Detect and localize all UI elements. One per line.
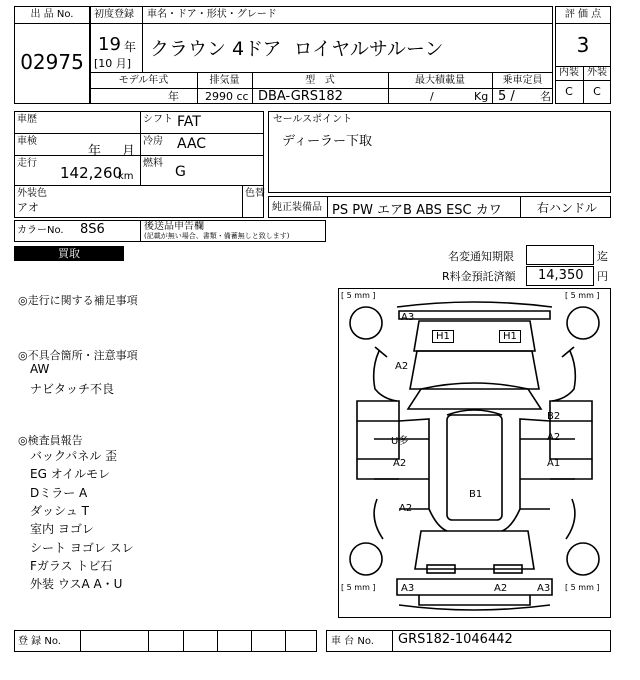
damage-mark: B1 <box>469 489 483 500</box>
details-box <box>14 111 264 218</box>
recycle-label: R料金預託済額 <box>442 270 516 283</box>
color-label: 外装色 <box>17 188 47 199</box>
color-no-label: カラーNo. <box>17 225 64 236</box>
color-change-label: 色替 <box>245 188 265 199</box>
inspector-item: 室内 ヨゴレ <box>30 522 94 536</box>
damage-mark: A1 <box>547 458 561 469</box>
capacity-value: 5 / <box>498 89 515 104</box>
mileage-label: 走行 <box>17 158 37 169</box>
inspection-month: 月 <box>122 144 136 159</box>
chassis-label: 車 台 No. <box>331 636 374 647</box>
inspector-item: 外装 ウスA A・U <box>30 577 123 591</box>
load-unit: Kg <box>474 90 489 103</box>
car-name: クラウン 4ドア ロイヤルサルーン <box>150 38 444 60</box>
defect-item: AW <box>30 362 50 376</box>
sales-point-value: ディーラー下取 <box>282 134 372 149</box>
damage-mark: B2 <box>547 411 561 422</box>
inspector-item: バックパネル 歪 <box>30 449 118 463</box>
inspection-label: 車検 <box>17 136 37 147</box>
displacement-label: 排気量 <box>209 75 240 86</box>
inspection-year: 年 <box>88 144 102 159</box>
damage-mark: H1 <box>432 330 454 343</box>
car-diagram-outline <box>339 289 610 617</box>
first-reg-month: [10 月] <box>94 57 132 70</box>
tire-depth: [ 5 mm ] <box>341 583 376 592</box>
recycle-unit: 円 <box>597 270 608 283</box>
defect-item: ナビタッチ不良 <box>30 382 115 396</box>
grade-label: 評 価 点 <box>564 9 602 20</box>
tire-depth: [ 5 mm ] <box>565 291 600 300</box>
chassis-number: GRS182-1046442 <box>398 632 513 647</box>
first-reg-label: 初度登録 <box>94 9 134 20</box>
name-change-box <box>526 245 594 265</box>
ac-value: AAC <box>177 136 207 152</box>
tire-depth: [ 5 mm ] <box>341 291 376 300</box>
shift-label: シフト <box>143 114 173 125</box>
steering-value: 右ハンドル <box>537 201 598 215</box>
damage-mark: A3 <box>537 583 551 594</box>
inspector-item: EG オイルモレ <box>30 467 111 481</box>
fuel-label: 燃料 <box>143 158 163 169</box>
name-change-label: 名変通知期限 <box>448 250 514 263</box>
grade-value: 3 <box>576 33 590 57</box>
name-change-unit: 迄 <box>597 250 608 263</box>
lot-number: 02975 <box>20 50 84 74</box>
exterior-label: 外装 <box>587 67 607 78</box>
exterior-grade: C <box>593 85 601 98</box>
damage-mark: A2 <box>393 458 407 469</box>
first-reg-year-unit: 年 <box>124 40 137 54</box>
inspector-item: Dミラー A <box>30 486 88 500</box>
model-year-unit: 年 <box>168 90 179 103</box>
fuel-value: G <box>175 164 186 180</box>
damage-mark: H1 <box>499 330 521 343</box>
sales-point-label: セールスポイント <box>273 114 353 125</box>
registration-label: 登 録 No. <box>18 636 61 647</box>
damage-mark: A2 <box>547 432 561 443</box>
inspector-title: ◎検査員報告 <box>18 434 83 447</box>
damage-mark: A3 <box>401 312 415 323</box>
later-note: (記載が無い場合、書類・備蓄無しと致します) <box>144 232 290 240</box>
inspector-item: Fガラス トビ石 <box>30 559 113 573</box>
type-value: DBA-GRS182 <box>258 89 343 104</box>
tire-depth: [ 5 mm ] <box>565 583 600 592</box>
damage-mark: A2 <box>399 503 413 514</box>
defects-title: ◎不具合箇所・注意事項 <box>18 349 138 362</box>
capacity-label: 乗車定員 <box>502 75 543 86</box>
equipment-label: 純正装備品 <box>272 202 322 213</box>
color-no-value: 8S6 <box>80 222 105 237</box>
model-year-label: モデル年式 <box>118 75 169 86</box>
mileage-unit: km <box>118 171 134 182</box>
first-reg-year: 19 <box>98 34 121 55</box>
inspector-item: ダッシュ T <box>30 504 89 518</box>
equipment-value: PS PW エアB ABS ESC カワ <box>332 203 502 218</box>
ac-label: 冷房 <box>143 136 163 147</box>
car-name-label: 車名・ドア・形状・グレード <box>147 9 277 20</box>
load-slash: / <box>430 90 434 103</box>
interior-label: 内装 <box>559 67 579 78</box>
color-value: アオ <box>17 201 39 214</box>
car-diagram <box>338 288 611 618</box>
type-label: 型 式 <box>305 75 335 86</box>
recycle-value: 14,350 <box>538 268 584 283</box>
mileage-value: 142,260 <box>60 164 123 182</box>
load-label: 最大積載量 <box>415 75 465 86</box>
damage-mark: A2 <box>494 583 508 594</box>
lot-number-label: 出 品 No. <box>30 9 74 20</box>
purchase-badge: 買取 <box>14 246 124 261</box>
damage-mark: A2 <box>395 361 409 372</box>
displacement: 2990 cc <box>205 90 249 103</box>
damage-mark: A3 <box>401 583 415 594</box>
shift-value: FAT <box>177 114 201 130</box>
inspector-item: シート ヨゴレ スレ <box>30 541 134 555</box>
interior-grade: C <box>565 85 573 98</box>
capacity-unit: 名 <box>540 90 551 103</box>
later-label: 後送品申告欄 <box>144 221 204 232</box>
history-label: 車歴 <box>17 114 37 125</box>
damage-mark: U多 <box>391 436 409 447</box>
driving-notes-title: ◎走行に関する補足事項 <box>18 294 138 307</box>
